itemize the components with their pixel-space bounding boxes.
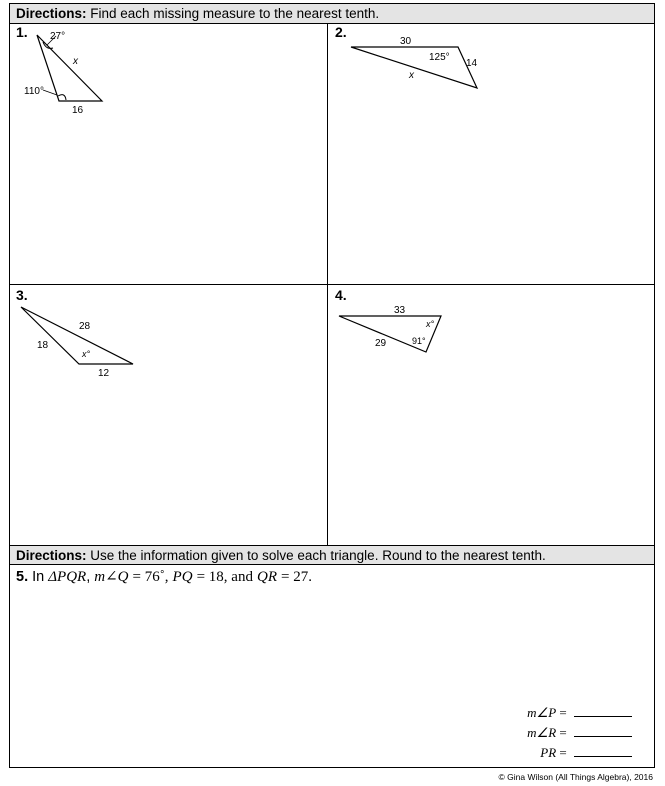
answer-label: m∠R bbox=[527, 725, 557, 740]
problem-5-side1-value: = 18, and bbox=[196, 569, 253, 585]
problem-2-label-right: 14 bbox=[466, 58, 478, 69]
problem-3-label-angle: x° bbox=[82, 349, 91, 359]
answer-line-angle-p bbox=[527, 704, 632, 721]
problem-4-figure bbox=[10, 4, 656, 404]
problem-1-number: 1. bbox=[16, 24, 28, 40]
problem-5-side2-label: QR bbox=[256, 569, 277, 585]
problem-4-label-angle: 91° bbox=[412, 336, 426, 346]
problem-5-statement: 5. In ΔPQR, m∠Q = 76˚, PQ = 18, and QR = 27. bbox=[16, 569, 312, 585]
problem-2-label-angle: 125° bbox=[429, 52, 450, 63]
answer-equals: = bbox=[559, 745, 567, 760]
answer-equals: = bbox=[559, 705, 567, 720]
problem-1-label-angle-bottom: 110° bbox=[24, 86, 44, 97]
problem-5-angle-label: m∠Q bbox=[94, 569, 129, 585]
answer-line-side-pr bbox=[540, 744, 632, 761]
answer-blank[interactable] bbox=[574, 744, 632, 757]
problem-5-triangle: ΔPQR bbox=[48, 569, 87, 585]
problem-3-label-left: 18 bbox=[37, 340, 49, 351]
problem-5-angle-value: = 76˚, bbox=[132, 569, 169, 585]
answer-label: m∠P bbox=[527, 705, 557, 720]
problem-3-label-top: 28 bbox=[79, 321, 91, 332]
directions-bar-2 bbox=[10, 545, 654, 565]
problem-4-number: 4. bbox=[335, 287, 347, 303]
problem-5-side1-label: PQ bbox=[172, 569, 193, 585]
directions-text-2: Use the information given to solve each triangle. Round to the nearest tenth. bbox=[90, 548, 546, 563]
worksheet bbox=[9, 3, 655, 768]
directions-heading-2: Directions: bbox=[16, 548, 87, 563]
problem-4-label-side: 29 bbox=[375, 338, 387, 349]
answer-blank[interactable] bbox=[574, 724, 632, 737]
problem-3-number: 3. bbox=[16, 287, 28, 303]
problem-3-label-bottom: 12 bbox=[98, 368, 110, 379]
problem-5-intro: In bbox=[32, 569, 45, 585]
directions-text: Find each missing measure to the nearest tenth. bbox=[90, 6, 380, 21]
problem-4-label-top: 33 bbox=[394, 305, 406, 316]
answer-blank[interactable] bbox=[574, 704, 632, 717]
problem-1-label-side: 16 bbox=[72, 105, 84, 116]
directions-heading: Directions: bbox=[16, 6, 87, 21]
answer-equals: = bbox=[559, 725, 567, 740]
copyright-notice: © Gina Wilson (All Things Algebra), 2016 bbox=[498, 772, 653, 782]
problem-5-side2-value: = 27. bbox=[281, 569, 312, 585]
answer-line-angle-r bbox=[527, 724, 632, 741]
answer-label: PR bbox=[540, 745, 557, 760]
problem-2-label-x: x bbox=[409, 70, 414, 81]
problem-2-number: 2. bbox=[335, 24, 347, 40]
problem-2-label-top: 30 bbox=[400, 36, 412, 47]
problem-1-label-x: x bbox=[73, 56, 78, 67]
problem-4-label-angle-x: x° bbox=[426, 319, 435, 329]
problem-1-label-angle-top: 27° bbox=[50, 31, 66, 42]
problem-5-number: 5. bbox=[16, 569, 29, 585]
